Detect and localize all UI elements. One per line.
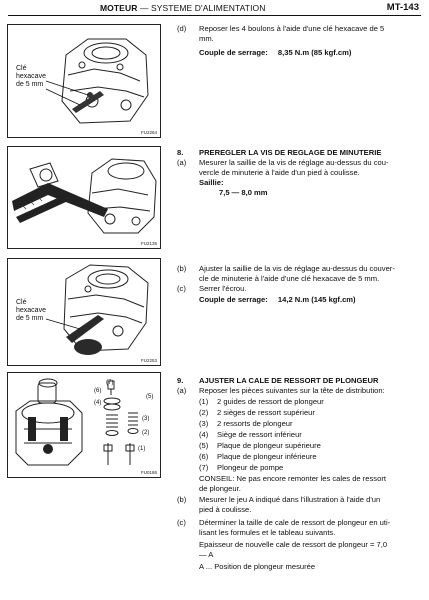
step-9c-line1: Déterminer la taille de cale de ressort de plongeur en uti- — [199, 518, 391, 527]
figure-4-number-2: (2) — [142, 430, 150, 436]
step-9c-line5: A ... Position de plongeur mesurée — [199, 562, 316, 571]
step-9-number: 9. — [177, 376, 184, 385]
step-9-title: AJUSTER LA CALE DE RESSORT DE PLONGEUR — [199, 376, 379, 385]
step-9c-line4: — A — [199, 550, 214, 559]
part-2 — [199, 408, 315, 418]
part-4-number: (4) — [199, 430, 209, 439]
step-9-heading — [177, 376, 379, 386]
step-8c-torque-label: Couple de serrage: — [199, 295, 268, 304]
step-8c-torque-value: 14,2 N.m (145 kgf.cm) — [277, 295, 356, 304]
header-rule — [8, 15, 421, 16]
step-d1-torque-label: Couple de serrage: — [199, 48, 268, 57]
part-7-text: Plongeur de pompe — [217, 463, 284, 472]
part-1-number: (1) — [199, 397, 209, 406]
step-9a — [177, 386, 385, 396]
part-2-text: 2 sièges de ressort supérieur — [217, 408, 315, 417]
part-6-text: Plaque de plongeur inférieure — [217, 452, 317, 461]
saillie-label: Saillie: — [199, 178, 224, 187]
figure-4 — [7, 372, 161, 478]
step-8a-line2: vercle de minuterie à l'aide d'un pied à coulisse. — [199, 168, 360, 177]
part-4 — [199, 430, 302, 440]
figure-4-number-1: (1) — [138, 446, 146, 452]
part-5-number: (5) — [199, 441, 209, 450]
step-8a-marker: (a) — [177, 158, 187, 167]
pump-housing-illustration-2 — [8, 147, 160, 248]
header-title — [100, 3, 265, 13]
step-9c-marker: (c) — [177, 518, 186, 527]
figure-3-label: Clé hexacave de 5 mm — [16, 299, 46, 322]
header-section: MOTEUR — [100, 3, 138, 13]
step-d1-line2: mm. — [199, 34, 214, 43]
step-9b-line1: Mesurer le jeu A indiqué dans l'illustration à l'aide d'un — [199, 495, 381, 504]
figure-3 — [7, 258, 161, 366]
step-8c-line1: Serrer l'écrou. — [199, 284, 247, 293]
step-8c-torque — [199, 295, 356, 305]
figure-2-code: FU2135 — [140, 241, 157, 246]
step-9c-line3: Epaisseur de nouvelle cale de ressort de plongeur = 7,0 — [199, 540, 388, 549]
part-7 — [199, 463, 284, 473]
figure-4-number-6: (6) — [94, 388, 102, 394]
step-8-number: 8. — [177, 148, 184, 157]
part-5-text: Plaque de plongeur supérieure — [217, 441, 321, 450]
figure-1 — [7, 24, 161, 138]
part-3-number: (3) — [199, 419, 209, 428]
figure-1-code: FU2264 — [140, 130, 157, 135]
part-6-number: (6) — [199, 452, 209, 461]
part-1-text: 2 guides de ressort de plongeur — [217, 397, 324, 406]
step-8c-marker: (c) — [177, 284, 186, 293]
part-6 — [199, 452, 317, 462]
step-9b — [177, 495, 381, 505]
text-column — [177, 24, 425, 600]
part-7-number: (7) — [199, 463, 209, 472]
page-number: MT-143 — [386, 2, 419, 13]
step-8b — [177, 264, 395, 274]
plunger-parts-exploded-view — [8, 373, 160, 477]
step-8-title: PREREGLER LA VIS DE REGLAGE DE MINUTERIE — [199, 148, 382, 157]
step-8a — [177, 158, 389, 168]
figure-4-number-3: (3) — [142, 416, 150, 422]
step-d1-torque — [199, 48, 351, 58]
part-3 — [199, 419, 293, 429]
part-2-number: (2) — [199, 408, 209, 417]
header-subtitle: SYSTEME D'ALIMENTATION — [150, 3, 266, 13]
conseil-line2: de plongeur. — [199, 484, 241, 493]
part-4-text: Siège de ressort inférieur — [217, 430, 302, 439]
step-d1-torque-value: 8,35 N.m (85 kgf.cm) — [277, 48, 352, 57]
page-header — [0, 0, 429, 16]
figure-4-code: FU0186 — [140, 470, 157, 475]
saillie-value: 7,5 — 8,0 mm — [219, 188, 268, 197]
conseil-line1: CONSEIL: Ne pas encore remonter les cales de ressort — [199, 474, 386, 483]
step-d1-line1: Reposer les 4 boulons à l'aide d'une clé hexacave de 5 — [199, 24, 385, 33]
step-8b-line2: cle de minuterie à l'aide d'une clé hexacave de 5 mm. — [199, 274, 380, 283]
step-9b-marker: (b) — [177, 495, 187, 504]
part-5 — [199, 441, 321, 451]
step-9c — [177, 518, 391, 528]
figure-4-number-7: (7) — [106, 380, 114, 386]
step-9a-line: Reposer les pièces suivantes sur la tête de distribution: — [199, 386, 385, 395]
figure-2 — [7, 146, 161, 249]
step-8a-line1: Mesurer la saillie de la vis de réglage au-dessus du cou- — [199, 158, 389, 167]
step-9b-line2: pied à coulisse. — [199, 505, 252, 514]
step-8b-marker: (b) — [177, 264, 187, 273]
step-8b-line1: Ajuster la saillie de la vis de réglage au-dessus du couver- — [199, 264, 395, 273]
step-9c-line2: lisant les formules et le tableau suivants. — [199, 528, 336, 537]
step-8c — [177, 284, 247, 294]
step-8-heading — [177, 148, 382, 158]
part-1 — [199, 397, 324, 407]
step-d1-marker: (d) — [177, 24, 187, 33]
header-dash: — — [139, 3, 149, 13]
figure-4-number-4: (4) — [94, 400, 102, 406]
figure-4-number-5: (5) — [146, 394, 154, 400]
figure-3-code: FU2253 — [140, 358, 157, 363]
figure-1-label: Clé hexacave de 5 mm — [16, 65, 46, 88]
step-9a-marker: (a) — [177, 386, 187, 395]
part-3-text: 2 ressorts de plongeur — [217, 419, 293, 428]
